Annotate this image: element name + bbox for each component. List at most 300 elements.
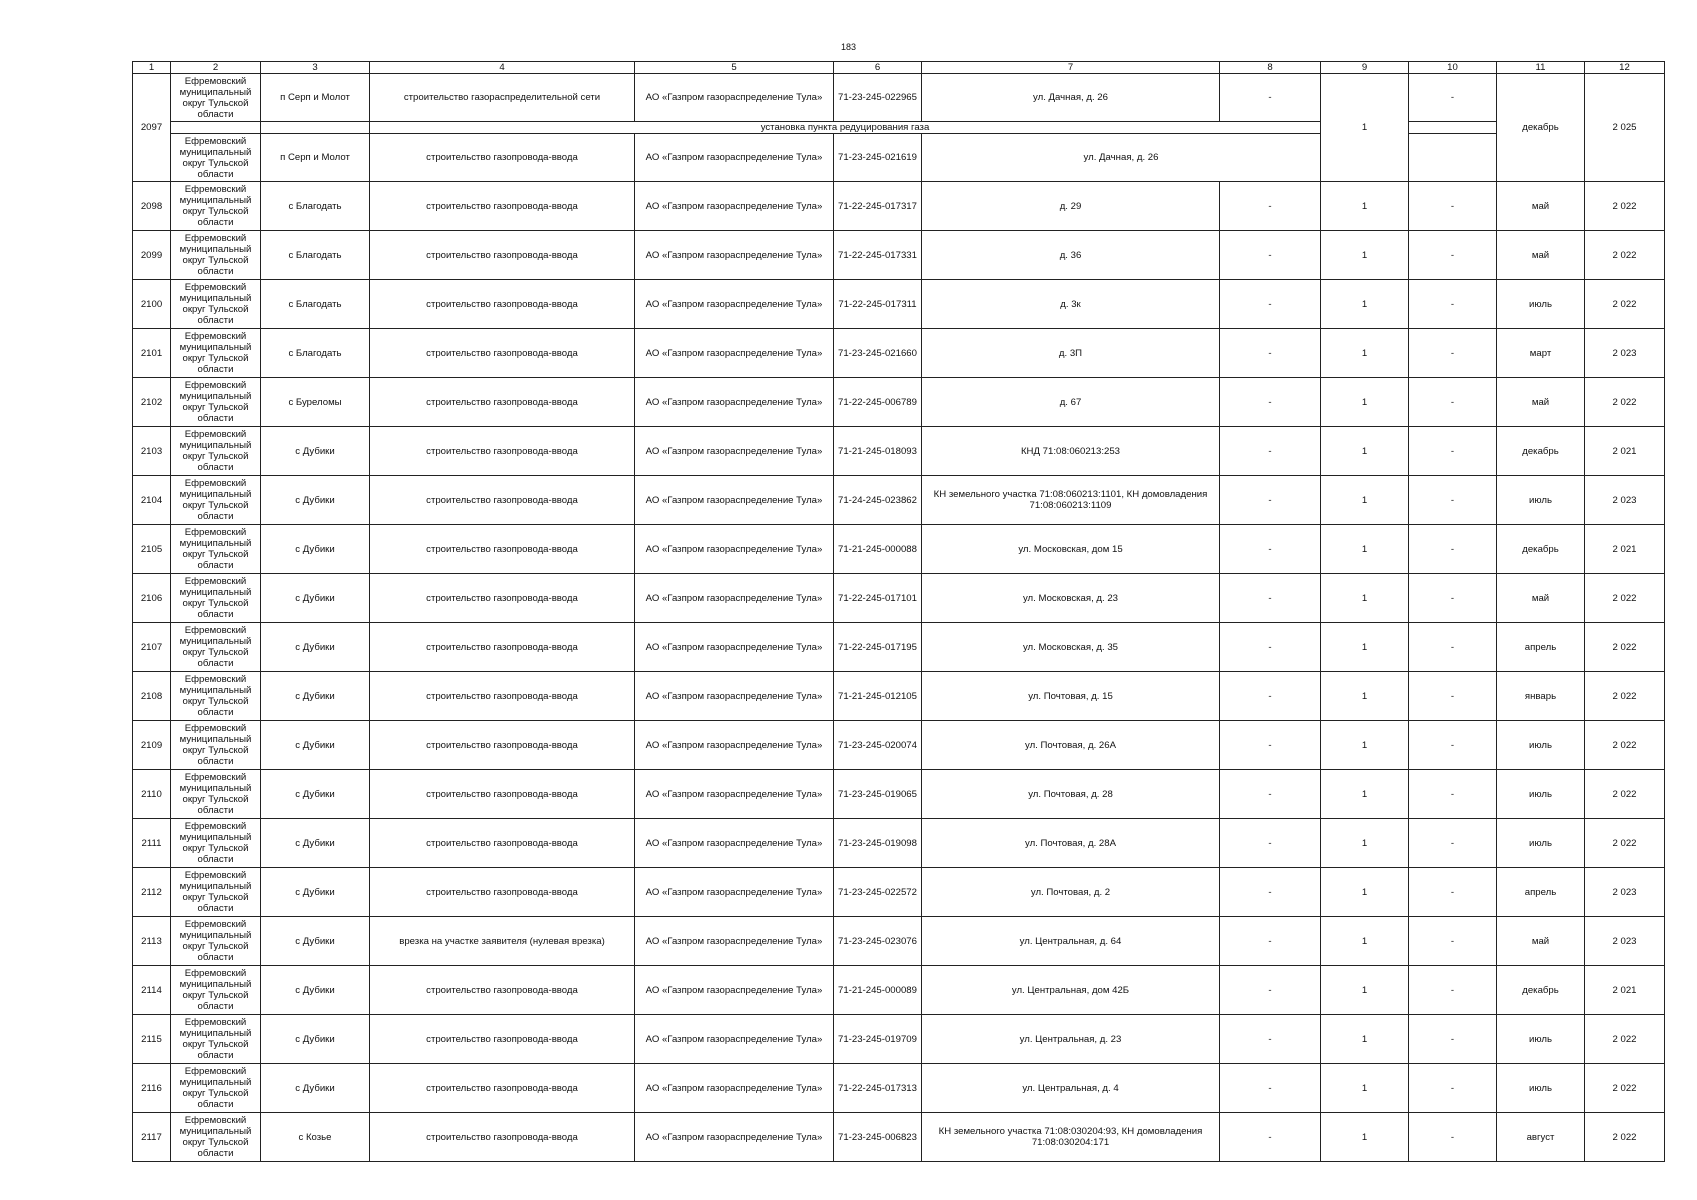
table-row bbox=[133, 476, 1665, 525]
application-code-cell: 71-21-245-018093 bbox=[834, 427, 922, 476]
work-type-cell: строительство газопровода-ввода bbox=[370, 378, 635, 427]
table-subrow bbox=[133, 134, 1665, 182]
object-address-cell: ул. Почтовая, д. 2 bbox=[922, 868, 1220, 917]
object-address-cell: ул. Центральная, д. 4 bbox=[922, 1064, 1220, 1113]
settlement-cell: п Серп и Молот bbox=[261, 134, 370, 182]
month-cell: май bbox=[1497, 378, 1585, 427]
object-address-cell: ул. Дачная, д. 26 bbox=[922, 74, 1220, 122]
month-cell: июль bbox=[1497, 819, 1585, 868]
table-row bbox=[133, 1064, 1665, 1113]
col10-cell: - bbox=[1409, 182, 1497, 231]
work-type-cell: строительство газопровода-ввода bbox=[370, 721, 635, 770]
table-row bbox=[133, 819, 1665, 868]
work-type-cell: строительство газораспределительной сети bbox=[370, 74, 635, 122]
year-cell: 2 023 bbox=[1585, 868, 1665, 917]
organization-cell: АО «Газпром газораспределение Тула» bbox=[635, 868, 834, 917]
column-header: 3 bbox=[261, 62, 370, 74]
application-code-cell: 71-23-245-019709 bbox=[834, 1015, 922, 1064]
col9-cell: 1 bbox=[1321, 672, 1409, 721]
application-code-cell: 71-22-245-006789 bbox=[834, 378, 922, 427]
row-number: 2117 bbox=[133, 1113, 171, 1162]
month-cell: июль bbox=[1497, 1064, 1585, 1113]
month-cell: декабрь bbox=[1497, 525, 1585, 574]
object-address-cell: ул. Центральная, дом 42Б bbox=[922, 966, 1220, 1015]
work-type-cell: строительство газопровода-ввода bbox=[370, 476, 635, 525]
application-code-cell: 71-21-245-012105 bbox=[834, 672, 922, 721]
row-number: 2109 bbox=[133, 721, 171, 770]
row-number: 2114 bbox=[133, 966, 171, 1015]
year-cell: 2 021 bbox=[1585, 966, 1665, 1015]
col8-cell: - bbox=[1220, 770, 1321, 819]
work-type-cell: строительство газопровода-ввода bbox=[370, 134, 635, 182]
district-cell: Ефремовский муниципальный округ Тульской области bbox=[171, 182, 261, 231]
organization-cell: АО «Газпром газораспределение Тула» bbox=[635, 525, 834, 574]
settlement-cell: с Благодать bbox=[261, 329, 370, 378]
application-code-cell: 71-23-245-022965 bbox=[834, 74, 922, 122]
table-row bbox=[133, 427, 1665, 476]
col10-cell: - bbox=[1409, 1113, 1497, 1162]
month-cell: март bbox=[1497, 329, 1585, 378]
organization-cell: АО «Газпром газораспределение Тула» bbox=[635, 74, 834, 122]
work-type-cell: строительство газопровода-ввода bbox=[370, 1015, 635, 1064]
table-row bbox=[133, 672, 1665, 721]
month-cell: декабрь bbox=[1497, 966, 1585, 1015]
year-cell: 2 023 bbox=[1585, 917, 1665, 966]
work-type-cell: строительство газопровода-ввода bbox=[370, 1113, 635, 1162]
row-number: 2100 bbox=[133, 280, 171, 329]
col8-cell: - bbox=[1220, 819, 1321, 868]
col9-cell: 1 bbox=[1321, 280, 1409, 329]
month-cell: май bbox=[1497, 917, 1585, 966]
row-number: 2102 bbox=[133, 378, 171, 427]
column-header: 2 bbox=[171, 62, 261, 74]
work-type-cell: строительство газопровода-ввода bbox=[370, 672, 635, 721]
year-cell: 2 022 bbox=[1585, 770, 1665, 819]
col8-cell: - bbox=[1220, 74, 1321, 122]
settlement-cell: с Дубики bbox=[261, 1064, 370, 1113]
district-cell: Ефремовский муниципальный округ Тульской области bbox=[171, 525, 261, 574]
table-row bbox=[133, 329, 1665, 378]
application-code-cell: 71-23-245-019065 bbox=[834, 770, 922, 819]
year-cell: 2 022 bbox=[1585, 623, 1665, 672]
object-address-cell: д. 36 bbox=[922, 231, 1220, 280]
col8-cell: - bbox=[1220, 623, 1321, 672]
work-type-cell: строительство газопровода-ввода bbox=[370, 525, 635, 574]
month-cell: июль bbox=[1497, 721, 1585, 770]
row-number: 2097 bbox=[133, 74, 171, 182]
col10-cell: - bbox=[1409, 1015, 1497, 1064]
work-type-cell: строительство газопровода-ввода bbox=[370, 329, 635, 378]
application-code-cell: 71-23-245-023076 bbox=[834, 917, 922, 966]
month-cell: июль bbox=[1497, 770, 1585, 819]
district-cell: Ефремовский муниципальный округ Тульской области bbox=[171, 721, 261, 770]
page-number: 183 bbox=[840, 42, 857, 52]
table-row bbox=[133, 917, 1665, 966]
object-address-cell: КНД 71:08:060213:253 bbox=[922, 427, 1220, 476]
col10-cell: - bbox=[1409, 623, 1497, 672]
month-cell: июль bbox=[1497, 1015, 1585, 1064]
work-type-cell: строительство газопровода-ввода bbox=[370, 623, 635, 672]
table-row bbox=[133, 623, 1665, 672]
application-code-cell: 71-21-245-000088 bbox=[834, 525, 922, 574]
table-row bbox=[133, 868, 1665, 917]
district-cell: Ефремовский муниципальный округ Тульской области bbox=[171, 280, 261, 329]
row-number: 2112 bbox=[133, 868, 171, 917]
col8-cell: - bbox=[1220, 868, 1321, 917]
organization-cell: АО «Газпром газораспределение Тула» bbox=[635, 231, 834, 280]
month-cell: апрель bbox=[1497, 623, 1585, 672]
district-cell: Ефремовский муниципальный округ Тульской области bbox=[171, 231, 261, 280]
table-row bbox=[133, 1113, 1665, 1162]
application-code-cell: 71-23-245-020074 bbox=[834, 721, 922, 770]
settlement-cell: с Благодать bbox=[261, 231, 370, 280]
table-row bbox=[133, 231, 1665, 280]
settlement-cell: с Дубики bbox=[261, 917, 370, 966]
object-address-cell: ул. Московская, д. 23 bbox=[922, 574, 1220, 623]
table-subrow bbox=[133, 122, 1665, 134]
district-cell: Ефремовский муниципальный округ Тульской области bbox=[171, 819, 261, 868]
work-type-cell: строительство газопровода-ввода bbox=[370, 231, 635, 280]
row-number: 2111 bbox=[133, 819, 171, 868]
col10-cell: - bbox=[1409, 231, 1497, 280]
year-cell: 2 022 bbox=[1585, 231, 1665, 280]
empty-cell bbox=[1409, 134, 1497, 182]
col9-cell: 1 bbox=[1321, 1064, 1409, 1113]
organization-cell: АО «Газпром газораспределение Тула» bbox=[635, 917, 834, 966]
application-code-cell: 71-23-245-021619 bbox=[834, 134, 922, 182]
object-address-cell: ул. Московская, дом 15 bbox=[922, 525, 1220, 574]
col9-cell: 1 bbox=[1321, 1015, 1409, 1064]
col10-cell: - bbox=[1409, 1064, 1497, 1113]
col8-cell: - bbox=[1220, 574, 1321, 623]
col9-cell: 1 bbox=[1321, 427, 1409, 476]
settlement-cell: п Серп и Молот bbox=[261, 74, 370, 122]
row-number: 2103 bbox=[133, 427, 171, 476]
object-address-cell: ул. Центральная, д. 23 bbox=[922, 1015, 1220, 1064]
year-cell: 2 022 bbox=[1585, 819, 1665, 868]
row-number: 2115 bbox=[133, 1015, 171, 1064]
row-number: 2099 bbox=[133, 231, 171, 280]
organization-cell: АО «Газпром газораспределение Тула» bbox=[635, 623, 834, 672]
organization-cell: АО «Газпром газораспределение Тула» bbox=[635, 476, 834, 525]
object-address-cell: ул. Почтовая, д. 28 bbox=[922, 770, 1220, 819]
col8-cell: - bbox=[1220, 280, 1321, 329]
col9-cell: 1 bbox=[1321, 74, 1409, 182]
district-cell: Ефремовский муниципальный округ Тульской области bbox=[171, 1113, 261, 1162]
object-address-cell: д. 67 bbox=[922, 378, 1220, 427]
district-cell: Ефремовский муниципальный округ Тульской области bbox=[171, 574, 261, 623]
col9-cell: 1 bbox=[1321, 476, 1409, 525]
row-number: 2113 bbox=[133, 917, 171, 966]
col10-cell: - bbox=[1409, 819, 1497, 868]
table-row bbox=[133, 574, 1665, 623]
col10-cell: - bbox=[1409, 378, 1497, 427]
table-row bbox=[133, 280, 1665, 329]
col9-cell: 1 bbox=[1321, 770, 1409, 819]
application-code-cell: 71-22-245-017317 bbox=[834, 182, 922, 231]
settlement-cell: с Дубики bbox=[261, 672, 370, 721]
col8-cell: - bbox=[1220, 329, 1321, 378]
row-number: 2107 bbox=[133, 623, 171, 672]
column-header: 12 bbox=[1585, 62, 1665, 74]
year-cell: 2 021 bbox=[1585, 427, 1665, 476]
work-type-cell: строительство газопровода-ввода bbox=[370, 966, 635, 1015]
table-row bbox=[133, 966, 1665, 1015]
month-cell: май bbox=[1497, 574, 1585, 623]
settlement-cell: с Буреломы bbox=[261, 378, 370, 427]
col10-cell: - bbox=[1409, 770, 1497, 819]
settlement-cell: с Дубики bbox=[261, 476, 370, 525]
col10-cell: - bbox=[1409, 476, 1497, 525]
object-address-cell: д. 3П bbox=[922, 329, 1220, 378]
col9-cell: 1 bbox=[1321, 1113, 1409, 1162]
district-cell: Ефремовский муниципальный округ Тульской области bbox=[171, 476, 261, 525]
organization-cell: АО «Газпром газораспределение Тула» bbox=[635, 574, 834, 623]
application-code-cell: 71-22-245-017195 bbox=[834, 623, 922, 672]
col9-cell: 1 bbox=[1321, 966, 1409, 1015]
col9-cell: 1 bbox=[1321, 525, 1409, 574]
application-code-cell: 71-23-245-021660 bbox=[834, 329, 922, 378]
settlement-cell: с Козье bbox=[261, 1113, 370, 1162]
row-number: 2108 bbox=[133, 672, 171, 721]
application-code-cell: 71-22-245-017101 bbox=[834, 574, 922, 623]
year-cell: 2 022 bbox=[1585, 182, 1665, 231]
col9-cell: 1 bbox=[1321, 574, 1409, 623]
object-address-cell: ул. Дачная, д. 26 bbox=[922, 134, 1321, 182]
table-row bbox=[133, 1015, 1665, 1064]
col9-cell: 1 bbox=[1321, 231, 1409, 280]
settlement-cell: с Дубики bbox=[261, 574, 370, 623]
application-code-cell: 71-23-245-022572 bbox=[834, 868, 922, 917]
organization-cell: АО «Газпром газораспределение Тула» bbox=[635, 1015, 834, 1064]
col8-cell: - bbox=[1220, 182, 1321, 231]
empty-cell bbox=[1409, 122, 1497, 134]
settlement-cell: с Дубики bbox=[261, 770, 370, 819]
col8-cell: - bbox=[1220, 966, 1321, 1015]
organization-cell: АО «Газпром газораспределение Тула» bbox=[635, 672, 834, 721]
month-cell: июль bbox=[1497, 476, 1585, 525]
object-address-cell: ул. Центральная, д. 64 bbox=[922, 917, 1220, 966]
district-cell: Ефремовский муниципальный округ Тульской области bbox=[171, 134, 261, 182]
object-address-cell: КН земельного участка 71:08:060213:1101, КН домовладения 71:08:060213:1109 bbox=[922, 476, 1220, 525]
column-header: 8 bbox=[1220, 62, 1321, 74]
settlement-cell: с Дубики bbox=[261, 427, 370, 476]
col8-cell: - bbox=[1220, 1113, 1321, 1162]
work-type-cell: строительство газопровода-ввода bbox=[370, 770, 635, 819]
note-cell: установка пункта редуцирования газа bbox=[370, 122, 1321, 134]
district-cell: Ефремовский муниципальный округ Тульской области bbox=[171, 74, 261, 122]
object-address-cell: ул. Почтовая, д. 28А bbox=[922, 819, 1220, 868]
empty-cell bbox=[171, 122, 261, 134]
month-cell: декабрь bbox=[1497, 427, 1585, 476]
district-cell: Ефремовский муниципальный округ Тульской области bbox=[171, 378, 261, 427]
column-header: 10 bbox=[1409, 62, 1497, 74]
district-cell: Ефремовский муниципальный округ Тульской области bbox=[171, 868, 261, 917]
table-row bbox=[133, 770, 1665, 819]
district-cell: Ефремовский муниципальный округ Тульской области bbox=[171, 427, 261, 476]
col8-cell: - bbox=[1220, 721, 1321, 770]
row-number: 2106 bbox=[133, 574, 171, 623]
organization-cell: АО «Газпром газораспределение Тула» bbox=[635, 1113, 834, 1162]
col9-cell: 1 bbox=[1321, 819, 1409, 868]
year-cell: 2 022 bbox=[1585, 672, 1665, 721]
settlement-cell: с Благодать bbox=[261, 182, 370, 231]
settlement-cell: с Дубики bbox=[261, 966, 370, 1015]
organization-cell: АО «Газпром газораспределение Тула» bbox=[635, 721, 834, 770]
work-type-cell: строительство газопровода-ввода bbox=[370, 182, 635, 231]
district-cell: Ефремовский муниципальный округ Тульской области bbox=[171, 917, 261, 966]
col10-cell: - bbox=[1409, 721, 1497, 770]
month-cell: декабрь bbox=[1497, 74, 1585, 182]
application-code-cell: 71-22-245-017313 bbox=[834, 1064, 922, 1113]
application-code-cell: 71-23-245-006823 bbox=[834, 1113, 922, 1162]
year-cell: 2 022 bbox=[1585, 1113, 1665, 1162]
application-code-cell: 71-23-245-019098 bbox=[834, 819, 922, 868]
application-code-cell: 71-24-245-023862 bbox=[834, 476, 922, 525]
col8-cell: - bbox=[1220, 672, 1321, 721]
year-cell: 2 023 bbox=[1585, 329, 1665, 378]
year-cell: 2 025 bbox=[1585, 74, 1665, 182]
settlement-cell: с Дубики bbox=[261, 623, 370, 672]
month-cell: январь bbox=[1497, 672, 1585, 721]
month-cell: август bbox=[1497, 1113, 1585, 1162]
year-cell: 2 022 bbox=[1585, 280, 1665, 329]
object-address-cell: ул. Почтовая, д. 26А bbox=[922, 721, 1220, 770]
work-type-cell: строительство газопровода-ввода bbox=[370, 819, 635, 868]
col9-cell: 1 bbox=[1321, 182, 1409, 231]
month-cell: май bbox=[1497, 231, 1585, 280]
organization-cell: АО «Газпром газораспределение Тула» bbox=[635, 1064, 834, 1113]
column-header: 11 bbox=[1497, 62, 1585, 74]
district-cell: Ефремовский муниципальный округ Тульской области bbox=[171, 623, 261, 672]
object-address-cell: д. 3к bbox=[922, 280, 1220, 329]
object-address-cell: КН земельного участка 71:08:030204:93, КН домовладения 71:08:030204:171 bbox=[922, 1113, 1220, 1162]
work-type-cell: строительство газопровода-ввода bbox=[370, 427, 635, 476]
application-code-cell: 71-21-245-000089 bbox=[834, 966, 922, 1015]
col10-cell: - bbox=[1409, 74, 1497, 122]
col10-cell: - bbox=[1409, 427, 1497, 476]
col8-cell: - bbox=[1220, 476, 1321, 525]
column-header: 9 bbox=[1321, 62, 1409, 74]
district-cell: Ефремовский муниципальный округ Тульской области bbox=[171, 1064, 261, 1113]
column-number-header-row bbox=[133, 62, 1665, 74]
organization-cell: АО «Газпром газораспределение Тула» bbox=[635, 378, 834, 427]
settlement-cell: с Дубики bbox=[261, 525, 370, 574]
district-cell: Ефремовский муниципальный округ Тульской области bbox=[171, 770, 261, 819]
row-number: 2105 bbox=[133, 525, 171, 574]
application-code-cell: 71-22-245-017311 bbox=[834, 280, 922, 329]
column-header: 1 bbox=[133, 62, 171, 74]
work-type-cell: строительство газопровода-ввода bbox=[370, 574, 635, 623]
district-cell: Ефремовский муниципальный округ Тульской области bbox=[171, 966, 261, 1015]
work-type-cell: строительство газопровода-ввода bbox=[370, 280, 635, 329]
col8-cell: - bbox=[1220, 427, 1321, 476]
table-row bbox=[133, 721, 1665, 770]
col10-cell: - bbox=[1409, 574, 1497, 623]
object-address-cell: ул. Московская, д. 35 bbox=[922, 623, 1220, 672]
year-cell: 2 023 bbox=[1585, 476, 1665, 525]
column-header: 7 bbox=[922, 62, 1220, 74]
col10-cell: - bbox=[1409, 672, 1497, 721]
table-row bbox=[133, 378, 1665, 427]
work-type-cell: врезка на участке заявителя (нулевая врезка) bbox=[370, 917, 635, 966]
month-cell: май bbox=[1497, 182, 1585, 231]
column-header: 6 bbox=[834, 62, 922, 74]
col8-cell: - bbox=[1220, 525, 1321, 574]
object-address-cell: д. 29 bbox=[922, 182, 1220, 231]
month-cell: апрель bbox=[1497, 868, 1585, 917]
col9-cell: 1 bbox=[1321, 329, 1409, 378]
year-cell: 2 022 bbox=[1585, 1015, 1665, 1064]
col9-cell: 1 bbox=[1321, 721, 1409, 770]
organization-cell: АО «Газпром газораспределение Тула» bbox=[635, 966, 834, 1015]
col8-cell: - bbox=[1220, 917, 1321, 966]
col9-cell: 1 bbox=[1321, 623, 1409, 672]
settlement-cell: с Благодать bbox=[261, 280, 370, 329]
organization-cell: АО «Газпром газораспределение Тула» bbox=[635, 427, 834, 476]
table-row bbox=[133, 182, 1665, 231]
row-number: 2098 bbox=[133, 182, 171, 231]
row-number: 2101 bbox=[133, 329, 171, 378]
col10-cell: - bbox=[1409, 280, 1497, 329]
col8-cell: - bbox=[1220, 1064, 1321, 1113]
organization-cell: АО «Газпром газораспределение Тула» bbox=[635, 770, 834, 819]
col9-cell: 1 bbox=[1321, 868, 1409, 917]
col10-cell: - bbox=[1409, 329, 1497, 378]
row-number: 2104 bbox=[133, 476, 171, 525]
organization-cell: АО «Газпром газораспределение Тула» bbox=[635, 182, 834, 231]
empty-cell bbox=[261, 122, 370, 134]
col8-cell: - bbox=[1220, 378, 1321, 427]
district-cell: Ефремовский муниципальный округ Тульской области bbox=[171, 672, 261, 721]
table-row bbox=[133, 525, 1665, 574]
column-header: 4 bbox=[370, 62, 635, 74]
work-type-cell: строительство газопровода-ввода bbox=[370, 868, 635, 917]
table-row bbox=[133, 74, 1665, 122]
organization-cell: АО «Газпром газораспределение Тула» bbox=[635, 280, 834, 329]
settlement-cell: с Дубики bbox=[261, 819, 370, 868]
settlement-cell: с Дубики bbox=[261, 1015, 370, 1064]
district-cell: Ефремовский муниципальный округ Тульской области bbox=[171, 1015, 261, 1064]
object-address-cell: ул. Почтовая, д. 15 bbox=[922, 672, 1220, 721]
year-cell: 2 022 bbox=[1585, 378, 1665, 427]
row-number: 2110 bbox=[133, 770, 171, 819]
col10-cell: - bbox=[1409, 525, 1497, 574]
organization-cell: АО «Газпром газораспределение Тула» bbox=[635, 819, 834, 868]
work-type-cell: строительство газопровода-ввода bbox=[370, 1064, 635, 1113]
row-number: 2116 bbox=[133, 1064, 171, 1113]
col9-cell: 1 bbox=[1321, 378, 1409, 427]
year-cell: 2 021 bbox=[1585, 525, 1665, 574]
year-cell: 2 022 bbox=[1585, 1064, 1665, 1113]
col10-cell: - bbox=[1409, 868, 1497, 917]
settlement-cell: с Дубики bbox=[261, 868, 370, 917]
column-header: 5 bbox=[635, 62, 834, 74]
organization-cell: АО «Газпром газораспределение Тула» bbox=[635, 134, 834, 182]
settlement-cell: с Дубики bbox=[261, 721, 370, 770]
gasification-register-table bbox=[132, 61, 1665, 1162]
col9-cell: 1 bbox=[1321, 917, 1409, 966]
col8-cell: - bbox=[1220, 1015, 1321, 1064]
district-cell: Ефремовский муниципальный округ Тульской области bbox=[171, 329, 261, 378]
col10-cell: - bbox=[1409, 966, 1497, 1015]
month-cell: июль bbox=[1497, 280, 1585, 329]
col8-cell: - bbox=[1220, 231, 1321, 280]
year-cell: 2 022 bbox=[1585, 721, 1665, 770]
year-cell: 2 022 bbox=[1585, 574, 1665, 623]
col10-cell: - bbox=[1409, 917, 1497, 966]
application-code-cell: 71-22-245-017331 bbox=[834, 231, 922, 280]
